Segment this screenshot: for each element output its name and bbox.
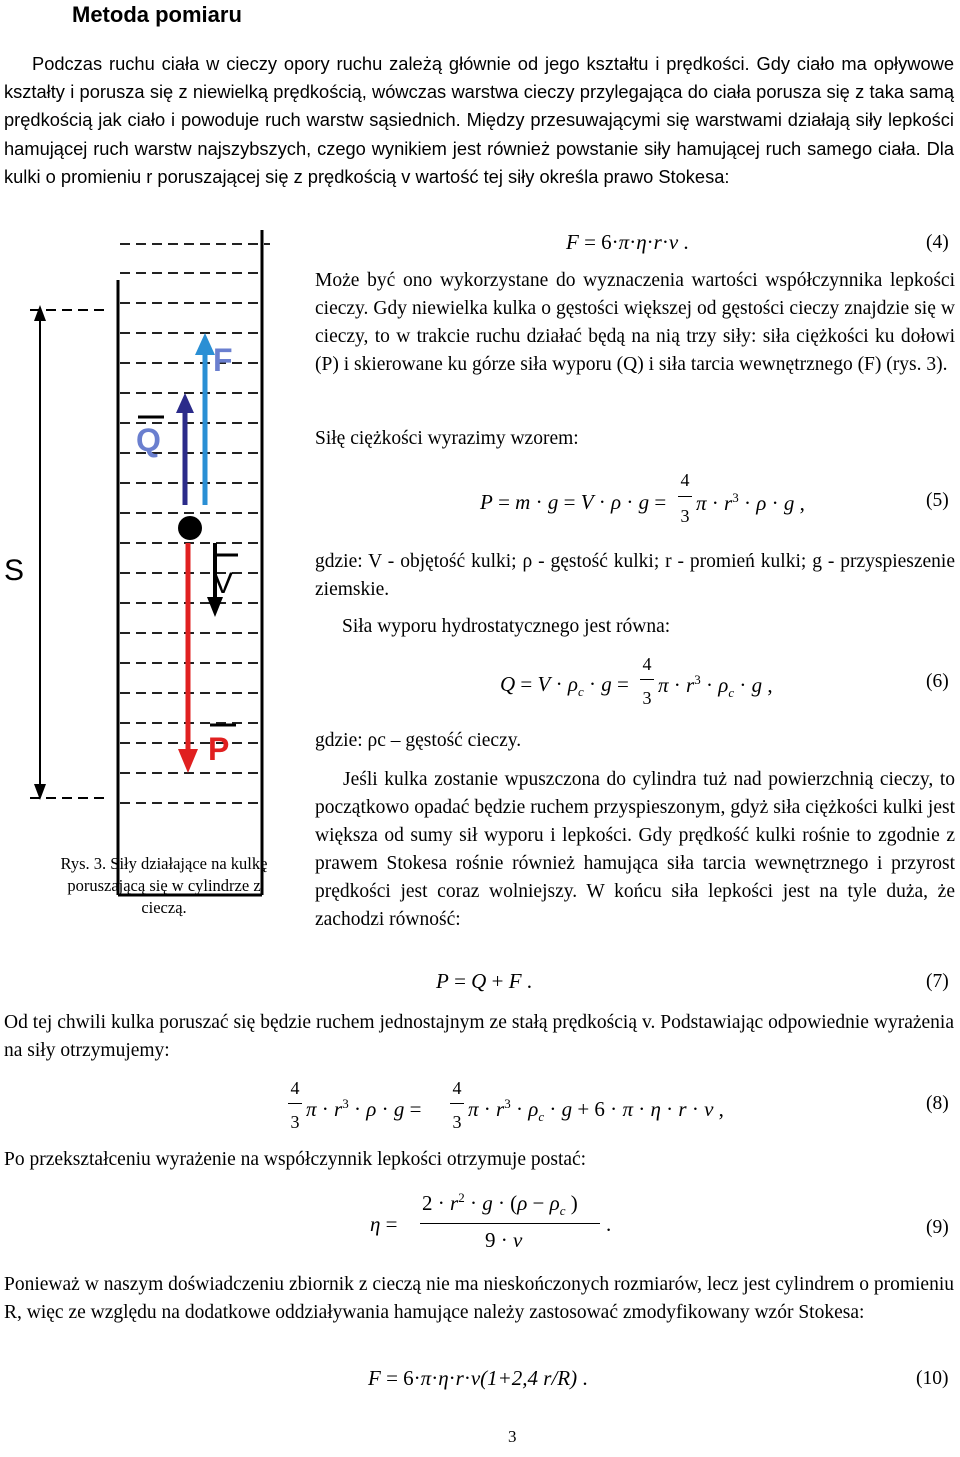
equation-9: η = $2 \cdot r^2 \cdot g \cdot (\rho - \rho_c$ ) 9 · v . [370, 1190, 612, 1252]
paragraph-5: gdzie: ρc – gęstość cieczy. [315, 730, 522, 751]
equation-10: F = 6·π·η·r·v(1+2,4 r/R) . [368, 1366, 588, 1390]
equation-6-number: (6) [926, 671, 949, 692]
equation-8-number: (8) [926, 1093, 949, 1114]
ball [178, 516, 202, 540]
intro-paragraph: Podczas ruchu ciała w cieczy opory ruchu zależą głównie od jego kształtu i prędkości. Gdy ciało ma opływowe kształty i porusza się z niewielką prędkością, wówczas warstwa cieczy przylegająca do ciała porusza się z taka samą prędkością jak ciało i powoduje ruch warstw sąsiednich. Między przesuwającymi się warstwami działają siły lepkości hamującej ruch warstw najszybszych, czego wynikiem jest również powstanie siły hamującej ruch samego ciała. Dla kulki o promieniu r poruszającej się z prędkością v wartość tej siły określa prawo Stokesa: [4, 53, 954, 187]
section-heading: Metoda pomiaru [72, 2, 242, 27]
paragraph-9: Ponieważ w naszym doświadczeniu zbiornik z cieczą nie ma nieskończonych rozmiarów, lecz jest cylindrem o promieniu R, więc ze względu na dodatkowe oddziaływania hamujące należy zastosować zmodyfikowany wzór Stokesa: [4, 1274, 954, 1323]
page-number: 3 [508, 1427, 517, 1446]
equation-5: P = m · g = V · ρ · g = 4 3 $\pi \cdot r^3 \cdot \rho \cdot g$ , [480, 470, 805, 526]
figure-forces [0, 225, 300, 925]
label-s: S [4, 554, 25, 587]
figure-forces-diagram [0, 225, 300, 925]
label-f: F [213, 342, 233, 378]
equation-7: P = Q + F . [436, 969, 533, 993]
equation-6: $Q = V \cdot \rho_c \cdot g$ = 4 3 $\pi \cdot r^3 \cdot \rho_c \cdot g$ , [500, 654, 773, 708]
label-v: V [213, 567, 234, 600]
paragraph-1: Może być ono wykorzystane do wyznaczenia wartości współczynnika lepkości cieczy. Gdy niewielka kulka o gęstości większej od gęstości cieczy znajdzie się w cieczy, to w trakcie ruchu działać będą na nią trzy siły: siła ciężkości ku dołowi (P) i skierowane ku górze siła wyporu (Q) i siła tarcia wewnętrznego (F) (rys. 3). [315, 270, 955, 375]
equation-4-number: (4) [926, 232, 949, 253]
label-p: P [208, 731, 230, 767]
equation-5-number: (5) [926, 490, 949, 511]
figure-caption: Rys. 3. Siły działające na kulkę poruszającą się w cylindrze z cieczą. [60, 854, 268, 917]
paragraph-3: gdzie: V - objętość kulki; ρ - gęstość kulki; r - promień kulki; g - przyspieszenie ziemskie. [315, 551, 955, 600]
paragraph-4: Siła wyporu hydrostatycznego jest równa: [342, 616, 671, 637]
equation-4: F = 6·π·η·r·v . [566, 230, 689, 254]
label-q: Q [136, 422, 161, 458]
paragraph-7: Od tej chwili kulka poruszać się będzie ruchem jednostajnym ze stałą prędkością v. Podstawiając odpowiednie wyrażenia na siły otrzymujemy: [4, 1012, 954, 1061]
equation-10-number: (10) [916, 1368, 949, 1389]
equation-9-number: (9) [926, 1217, 949, 1238]
paragraph-2: Siłę ciężkości wyrazimy wzorem: [315, 428, 579, 449]
equation-8: 4 3 $\pi \cdot r^3 \cdot \rho \cdot g$ = 4 3 $\pi \cdot r^3 \cdot \rho_c \cdot g + 6 \cdot \pi \cdot \eta \cdot r \cdot v$ , [288, 1078, 748, 1138]
paragraph-6: Jeśli kulka zostanie wpuszczona do cylindra tuż nad powierzchnią cieczy, to początkowo opadać będzie ruchem przyspieszonym, gdyż siła ciężkości kulki jest większa od sumy sił wyporu i lepkości. Gdy prędkość kulki rośnie to zgodnie z prawem Stokesa rośnie również hamująca siła tarcia wewnętrznego i przyrost prędkości jest coraz wolniejszy. W końcu siła lepkości jest na tyle duża, że zachodzi równość: [315, 769, 955, 930]
equation-7-number: (7) [926, 971, 949, 992]
paragraph-8: Po przekształceniu wyrażenie na współczynnik lepkości otrzymuje postać: [4, 1149, 587, 1170]
